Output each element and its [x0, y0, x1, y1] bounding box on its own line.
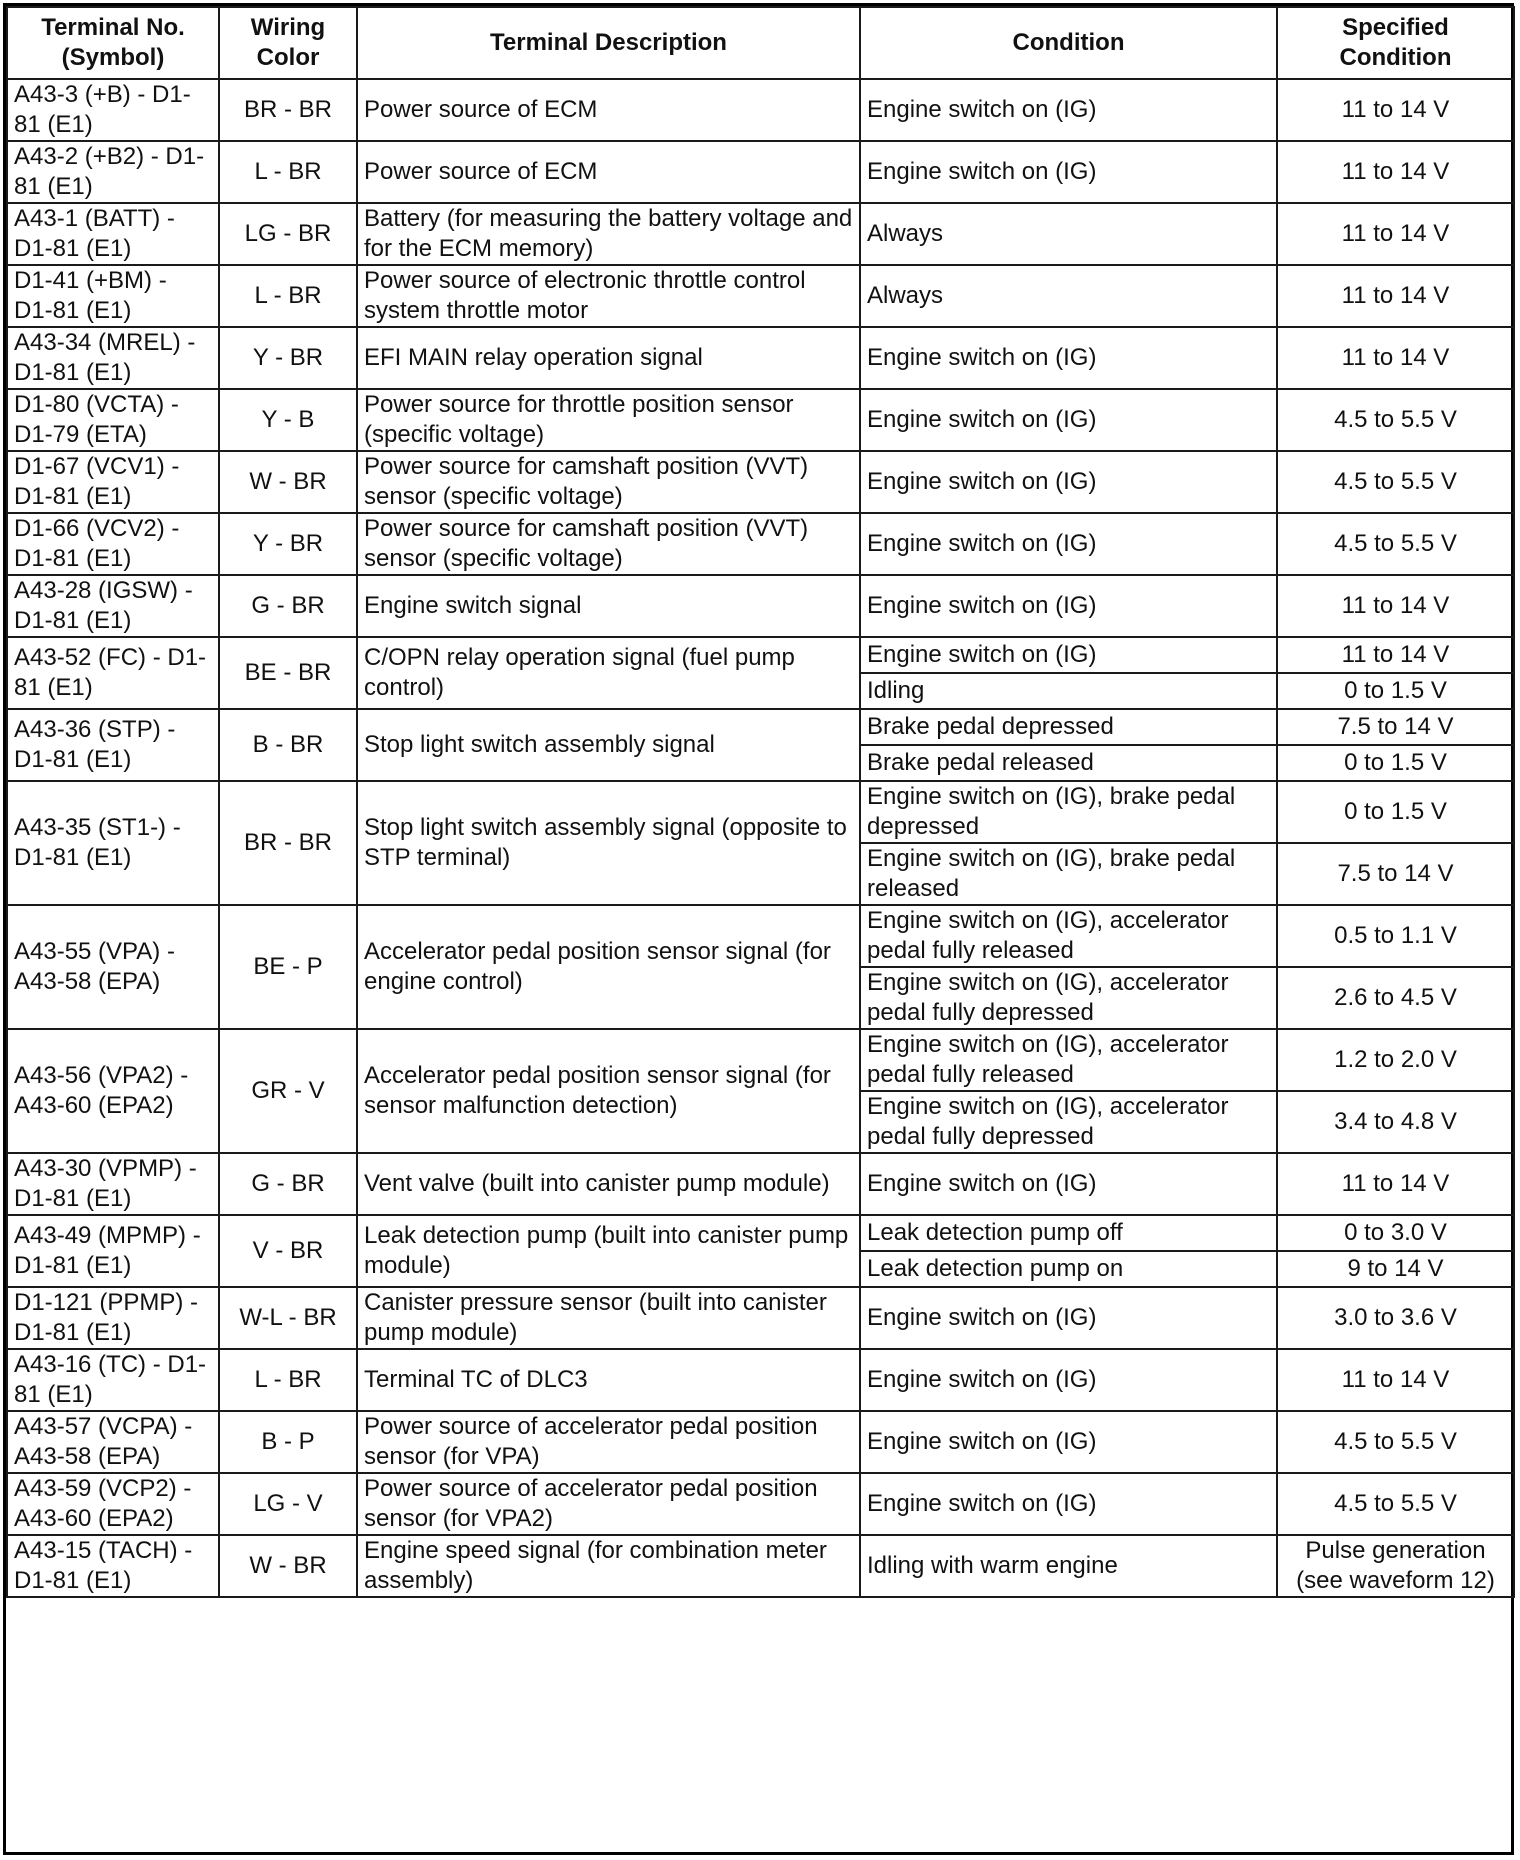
header-specified-condition: Specified Condition [1277, 7, 1514, 79]
table-row [7, 79, 1514, 141]
specified-condition-cell: 7.5 to 14 V [1277, 709, 1514, 745]
specified-condition-cell: 11 to 14 V [1277, 575, 1514, 637]
table-body [7, 79, 1514, 1597]
description-cell: Power source of ECM [357, 79, 860, 141]
wiring-color-cell: Y - B [219, 389, 357, 451]
condition-cell: Engine switch on (IG) [860, 637, 1277, 673]
description-cell: Leak detection pump (built into canister pump module) [357, 1215, 860, 1287]
specified-condition-cell: 0 to 3.0 V [1277, 1215, 1514, 1251]
description-cell: Accelerator pedal position sensor signal (for engine control) [357, 905, 860, 1029]
description-cell: Engine speed signal (for combination meter assembly) [357, 1535, 860, 1597]
description-cell: Accelerator pedal position sensor signal (for sensor malfunction detection) [357, 1029, 860, 1153]
condition-cell: Idling with warm engine [860, 1535, 1277, 1597]
specified-condition-cell: 0.5 to 1.1 V [1277, 905, 1514, 967]
wiring-color-cell: L - BR [219, 141, 357, 203]
condition-cell: Engine switch on (IG) [860, 1287, 1277, 1349]
condition-cell: Engine switch on (IG), accelerator pedal fully released [860, 1029, 1277, 1091]
wiring-color-cell: Y - BR [219, 513, 357, 575]
terminal-cell: A43-16 (TC) - D1-81 (E1) [7, 1349, 219, 1411]
terminal-cell: A43-28 (IGSW) - D1-81 (E1) [7, 575, 219, 637]
table-row [7, 1029, 1514, 1091]
table-row [7, 513, 1514, 575]
terminal-cell: A43-3 (+B) - D1-81 (E1) [7, 79, 219, 141]
condition-cell: Engine switch on (IG) [860, 79, 1277, 141]
condition-cell: Brake pedal released [860, 745, 1277, 781]
terminal-cell: A43-35 (ST1-) - D1-81 (E1) [7, 781, 219, 905]
header-terminal: Terminal No. (Symbol) [7, 7, 219, 79]
table-row [7, 389, 1514, 451]
table-row [7, 203, 1514, 265]
condition-cell: Always [860, 203, 1277, 265]
specified-condition-cell: 3.0 to 3.6 V [1277, 1287, 1514, 1349]
terminal-cell: D1-41 (+BM) - D1-81 (E1) [7, 265, 219, 327]
table-row [7, 1535, 1514, 1597]
terminal-cell: A43-34 (MREL) - D1-81 (E1) [7, 327, 219, 389]
wiring-color-cell: BR - BR [219, 781, 357, 905]
condition-cell: Engine switch on (IG), accelerator pedal fully depressed [860, 1091, 1277, 1153]
description-cell: Canister pressure sensor (built into canister pump module) [357, 1287, 860, 1349]
header-condition: Condition [860, 7, 1277, 79]
condition-cell: Leak detection pump off [860, 1215, 1277, 1251]
table-row [7, 1349, 1514, 1411]
specified-condition-cell: 11 to 14 V [1277, 79, 1514, 141]
table-row [7, 1215, 1514, 1251]
specified-condition-cell: 11 to 14 V [1277, 141, 1514, 203]
table-row [7, 327, 1514, 389]
table-row [7, 451, 1514, 513]
terminal-cell: A43-2 (+B2) - D1-81 (E1) [7, 141, 219, 203]
wiring-color-cell: V - BR [219, 1215, 357, 1287]
wiring-color-cell: LG - BR [219, 203, 357, 265]
condition-cell: Brake pedal depressed [860, 709, 1277, 745]
table-header [7, 7, 1514, 79]
wiring-color-cell: W - BR [219, 1535, 357, 1597]
condition-cell: Engine switch on (IG) [860, 451, 1277, 513]
condition-cell: Engine switch on (IG) [860, 327, 1277, 389]
description-cell: Engine switch signal [357, 575, 860, 637]
condition-cell: Always [860, 265, 1277, 327]
terminal-cell: D1-121 (PPMP) - D1-81 (E1) [7, 1287, 219, 1349]
specified-condition-cell: 2.6 to 4.5 V [1277, 967, 1514, 1029]
terminal-cell: D1-66 (VCV2) - D1-81 (E1) [7, 513, 219, 575]
specified-condition-cell: 11 to 14 V [1277, 203, 1514, 265]
terminal-cell: A43-30 (VPMP) - D1-81 (E1) [7, 1153, 219, 1215]
description-cell: C/OPN relay operation signal (fuel pump control) [357, 637, 860, 709]
description-cell: Power source for camshaft position (VVT) sensor (specific voltage) [357, 513, 860, 575]
terminal-cell: A43-52 (FC) - D1-81 (E1) [7, 637, 219, 709]
header-wiring-color: Wiring Color [219, 7, 357, 79]
terminal-table [6, 6, 1515, 1598]
header-terminal-description: Terminal Description [357, 7, 860, 79]
specified-condition-cell: 0 to 1.5 V [1277, 673, 1514, 709]
description-cell: Stop light switch assembly signal [357, 709, 860, 781]
condition-cell: Engine switch on (IG), brake pedal released [860, 843, 1277, 905]
condition-cell: Engine switch on (IG) [860, 513, 1277, 575]
table-row [7, 265, 1514, 327]
wiring-color-cell: BE - P [219, 905, 357, 1029]
header-row [7, 7, 1514, 79]
wiring-color-cell: W-L - BR [219, 1287, 357, 1349]
table-row [7, 1287, 1514, 1349]
description-cell: Power source of electronic throttle control system throttle motor [357, 265, 860, 327]
specified-condition-cell: 0 to 1.5 V [1277, 781, 1514, 843]
specified-condition-cell: 4.5 to 5.5 V [1277, 451, 1514, 513]
specified-condition-cell: 4.5 to 5.5 V [1277, 513, 1514, 575]
description-cell: EFI MAIN relay operation signal [357, 327, 860, 389]
specified-condition-cell: 4.5 to 5.5 V [1277, 1411, 1514, 1473]
condition-cell: Engine switch on (IG) [860, 1349, 1277, 1411]
condition-cell: Leak detection pump on [860, 1251, 1277, 1287]
wiring-color-cell: B - P [219, 1411, 357, 1473]
description-cell: Power source of accelerator pedal position sensor (for VPA2) [357, 1473, 860, 1535]
wiring-color-cell: BE - BR [219, 637, 357, 709]
specified-condition-cell: 4.5 to 5.5 V [1277, 1473, 1514, 1535]
specified-condition-cell: 4.5 to 5.5 V [1277, 389, 1514, 451]
condition-cell: Engine switch on (IG) [860, 389, 1277, 451]
specified-condition-cell: 9 to 14 V [1277, 1251, 1514, 1287]
terminal-cell: A43-59 (VCP2) - A43-60 (EPA2) [7, 1473, 219, 1535]
terminal-cell: A43-57 (VCPA) - A43-58 (EPA) [7, 1411, 219, 1473]
description-cell: Power source of accelerator pedal position sensor (for VPA) [357, 1411, 860, 1473]
description-cell: Power source for throttle position sensor (specific voltage) [357, 389, 860, 451]
specified-condition-cell: 11 to 14 V [1277, 1349, 1514, 1411]
description-cell: Terminal TC of DLC3 [357, 1349, 860, 1411]
table-row [7, 905, 1514, 967]
wiring-color-cell: L - BR [219, 1349, 357, 1411]
specified-condition-cell: 0 to 1.5 V [1277, 745, 1514, 781]
table-row [7, 141, 1514, 203]
specified-condition-cell: 11 to 14 V [1277, 637, 1514, 673]
description-cell: Power source of ECM [357, 141, 860, 203]
specified-condition-cell: 11 to 14 V [1277, 327, 1514, 389]
condition-cell: Engine switch on (IG) [860, 141, 1277, 203]
condition-cell: Engine switch on (IG), brake pedal depressed [860, 781, 1277, 843]
wiring-color-cell: Y - BR [219, 327, 357, 389]
specified-condition-cell: 3.4 to 4.8 V [1277, 1091, 1514, 1153]
terminal-cell: A43-1 (BATT) - D1-81 (E1) [7, 203, 219, 265]
specified-condition-cell: 11 to 14 V [1277, 265, 1514, 327]
specified-condition-cell: Pulse generation (see waveform 12) [1277, 1535, 1514, 1597]
table-row [7, 1473, 1514, 1535]
description-cell: Battery (for measuring the battery voltage and for the ECM memory) [357, 203, 860, 265]
wiring-color-cell: G - BR [219, 575, 357, 637]
specified-condition-cell: 11 to 14 V [1277, 1153, 1514, 1215]
wiring-color-cell: LG - V [219, 1473, 357, 1535]
description-cell: Vent valve (built into canister pump module) [357, 1153, 860, 1215]
terminal-cell: A43-15 (TACH) - D1-81 (E1) [7, 1535, 219, 1597]
table-row [7, 709, 1514, 745]
terminal-cell: D1-80 (VCTA) - D1-79 (ETA) [7, 389, 219, 451]
terminal-cell: A43-36 (STP) - D1-81 (E1) [7, 709, 219, 781]
wiring-color-cell: G - BR [219, 1153, 357, 1215]
condition-cell: Engine switch on (IG) [860, 1153, 1277, 1215]
table-row [7, 575, 1514, 637]
condition-cell: Idling [860, 673, 1277, 709]
description-cell: Stop light switch assembly signal (opposite to STP terminal) [357, 781, 860, 905]
wiring-color-cell: B - BR [219, 709, 357, 781]
table-row [7, 637, 1514, 673]
terminal-cell: A43-56 (VPA2) - A43-60 (EPA2) [7, 1029, 219, 1153]
condition-cell: Engine switch on (IG) [860, 1411, 1277, 1473]
condition-cell: Engine switch on (IG) [860, 1473, 1277, 1535]
description-cell: Power source for camshaft position (VVT) sensor (specific voltage) [357, 451, 860, 513]
condition-cell: Engine switch on (IG) [860, 575, 1277, 637]
specified-condition-cell: 1.2 to 2.0 V [1277, 1029, 1514, 1091]
table-row [7, 781, 1514, 843]
terminal-cell: D1-67 (VCV1) - D1-81 (E1) [7, 451, 219, 513]
table-row [7, 1411, 1514, 1473]
specified-condition-cell: 7.5 to 14 V [1277, 843, 1514, 905]
wiring-color-cell: L - BR [219, 265, 357, 327]
wiring-color-cell: BR - BR [219, 79, 357, 141]
condition-cell: Engine switch on (IG), accelerator pedal fully released [860, 905, 1277, 967]
table-row [7, 1153, 1514, 1215]
condition-cell: Engine switch on (IG), accelerator pedal fully depressed [860, 967, 1277, 1029]
terminal-cell: A43-55 (VPA) - A43-58 (EPA) [7, 905, 219, 1029]
wiring-color-cell: GR - V [219, 1029, 357, 1153]
wiring-color-cell: W - BR [219, 451, 357, 513]
terminal-cell: A43-49 (MPMP) - D1-81 (E1) [7, 1215, 219, 1287]
